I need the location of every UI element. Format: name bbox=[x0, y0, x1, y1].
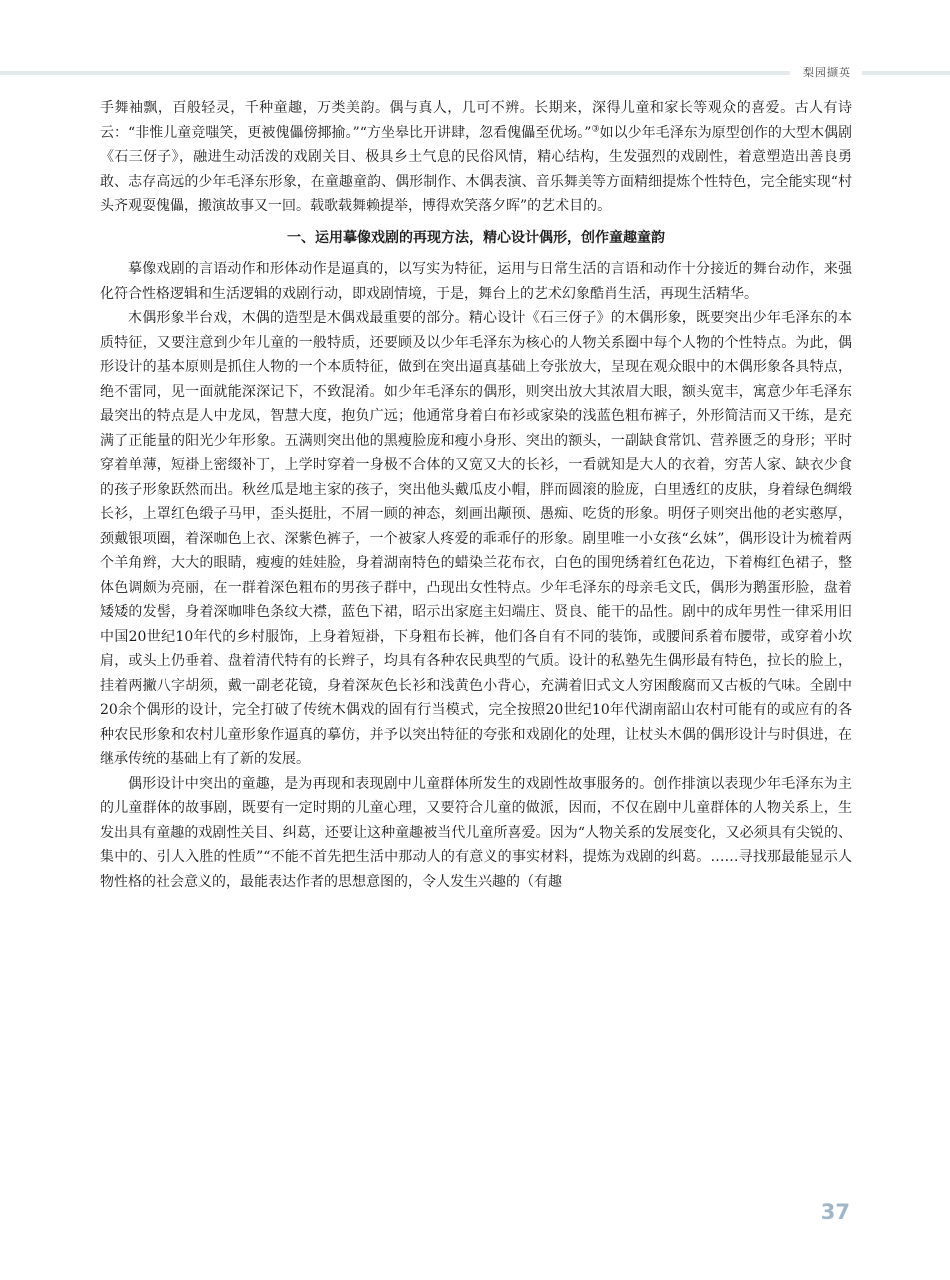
section-heading: 一、运用摹像戏剧的再现方法，精心设计偶形，创作童趣童韵 bbox=[287, 229, 665, 246]
paragraph-3: 木偶形象半台戏，木偶的造型是木偶戏最重要的部分。精心设计《石三伢子》的木偶形象，既要突出少年毛泽东的本质特征，又要注意到少年儿童的一般特质，还要顾及以少年毛泽东为核心的人物关系圈中每个人物的个性特点。为此，偶形设计的基本原则是抓住人物的一个本质特征，做到在突出逼真基础上夸张放大，呈现在观众眼中的木偶形象各具特点，绝不雷同，见一面就能深深记下，不致混淆。如少年毛泽东的偶形，则突出放大其浓眉大眼，额头宽丰，寓意少年毛泽东最突出的特点是人中龙凤，智慧大度，抱负广远；他通常身着白布衫或家染的浅蓝色粗布裤子，外形简洁而又干练，是充满了正能量的阳光少年形象。五满则突出他的黑瘦脸庞和瘦小身形、突出的额头，一副缺食常饥、营养匮乏的身形；平时穿着单薄，短褂上密缀补丁，上学时穿着一身极不合体的又宽又大的长衫，一看就知是大人的衣着，穷苦人家、缺衣少食的孩子形象跃然而出。秋丝瓜是地主家的孩子，突出他头戴瓜皮小帽，胖而圆滚的脸庞，白里透红的皮肤，身着绿色绸缎长衫，上罩红色缎子马甲，歪头挺肚，不屑一顾的神态，刻画出颟顸、愚痴、吃货的形象。明伢子则突出他的老实憨厚，颈戴银项圈，着深咖色上衣、深紫色裤子，一个被家人疼爱的乖乖仔的形象。剧里唯一小女孩“幺妹”，偶形设计为梳着两个羊角辫，大大的眼睛，瘦瘦的娃娃脸，身着湖南特色的蜡染兰花布衣，白色的围兜绣着红色花边，下着梅红色裙子，整体色调颇为亮丽，在一群着深色粗布的男孩子群中，凸现出女性特点。少年毛泽东的母亲毛文氏，偶形为鹅蛋形脸，盘着矮矮的发髻，身着深咖啡色条纹大襟，蓝色下裙，昭示出家庭主妇端庄、贤良、能干的品性。剧中的成年男性一律采用旧中国20世纪10年代的乡村服饰，上身着短褂，下身粗布长裤，他们各自有不同的装饰，或腰间系着布腰带，或穿着小坎肩，或头上仍垂着、盘着清代特有的长辫子，均具有各种农民典型的气质。设计的私塾先生偶形最有特色，拉长的脸上，挂着两撇八字胡须，戴一副老花镜，身着深灰色长衫和浅黄色小背心，充满着旧式文人穷困酸腐而又古板的气味。全剧中20余个偶形的设计，完全打破了传统木偶戏的固有行当模式，完全按照20世纪10年代湖南韶山农村可能有的或应有的各种农民形象和农村儿童形象作逼真的摹仿，并予以突出特征的夸张和戏剧化的处理，让杖头木偶的偶形设计与时俱进，在继承传统的基础上有了新的发展。 bbox=[100, 310, 852, 767]
column-label: 梨园撷英 bbox=[803, 66, 851, 79]
intro-text-b: 如以少年毛泽东为原型创作的大型木偶剧《石三伢子》，融进生动活泼的戏剧关目、极具乡土气息的民俗风情，精心结构，生发强烈的戏剧性，着意塑造出善良勇敢、志存高远的少年毛泽东形象，在童趣童韵、偶形制作、木偶表演、音乐舞美等方面精细提炼个性特色，完全能实现“村头齐观耍傀儡，搬演故事又一回。载歌载舞赖提举，博得欢笑落夕晖”的艺术目的。 bbox=[100, 124, 852, 214]
header-rule bbox=[0, 71, 790, 75]
page-number: 37 bbox=[820, 1200, 850, 1224]
paragraph-2: 摹像戏剧的言语动作和形体动作是逼真的，以写实为特征，运用与日常生活的言语和动作十分接近的舞台动作，来强化符合性格逻辑和生活逻辑的戏剧行动，即戏剧情境，于是，舞台上的艺术幻象酷肖生活，再现生活精华。 bbox=[100, 261, 852, 302]
intro-text-a: 手舞袖飘，百般轻灵，千种童趣，万类美韵。偶与真人，几可不辨。长期来，深得儿童和家长等观众的喜爱。古人有诗云：“非惟儿童竞嗤笑，更被傀儡傍揶揄。”“方坐皋比开讲肆，忽看傀儡至优场。” bbox=[100, 100, 852, 141]
paragraph-intro bbox=[100, 96, 852, 219]
article-body bbox=[100, 96, 852, 894]
footnote-marker[interactable]: ③ bbox=[591, 123, 600, 134]
paragraph-4: 偶形设计中突出的童趣，是为再现和表现剧中儿童群体所发生的戏剧性故事服务的。创作排演以表现少年毛泽东为主的儿童群体的故事剧，既要有一定时期的儿童心理，又要符合儿童的做派，因而，不仅在剧中儿童群体的人物关系上，生发出具有童趣的戏剧性关目、纠葛，还要让这种童趣被当代儿童所喜爱。因为“人物关系的发展变化，又必须具有尖锐的、集中的、引人入胜的性质”“不能不首先把生活中那动人的有意义的事实材料，提炼为戏剧的纠葛。……寻找那最能显示人物性格的社会意义的，最能表达作者的思想意图的，令人发生兴趣的（有趣 bbox=[100, 775, 852, 890]
header-rule-right bbox=[862, 71, 950, 75]
